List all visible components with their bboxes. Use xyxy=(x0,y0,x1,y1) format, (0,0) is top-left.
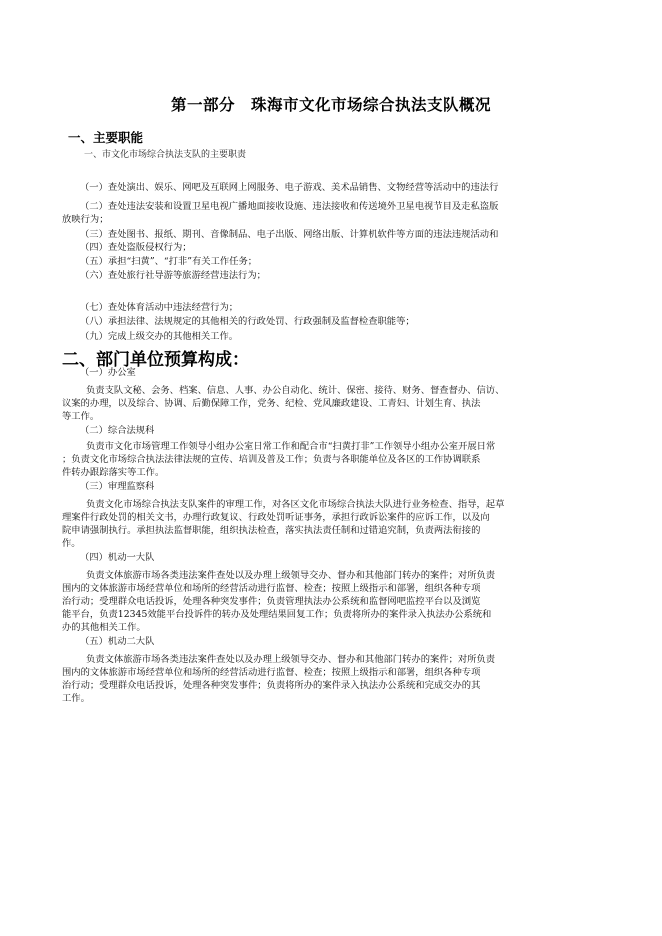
unit-desc-line: 围内的文体旅游市场经营单位和场所的经营活动进行监督、检查；按照上级指示和部署，组织各种专项 xyxy=(62,583,481,594)
unit-desc-line: 负责文化市场综合执法支队案件的审理工作，对各区文化市场综合执法大队进行业务检查、指导，起草 xyxy=(86,499,505,510)
duty-line: （七）查处体育活动中违法经营行为； xyxy=(80,302,239,313)
page-title: 第一部分 珠海市文化市场综合执法支队概况 xyxy=(170,96,491,114)
unit-desc-line: 件转办跟踪落实等工作。 xyxy=(62,467,165,478)
unit-desc-line: 负责文体旅游市场各类违法案件查处以及办理上级领导交办、督办和其他部门转办的案件；对所负责 xyxy=(86,654,496,665)
unit-desc-line: 治行动；受理群众电话投诉，处理各种突发事件；负责将所办的案件录入执法办公系统和完成交办的其 xyxy=(62,680,481,691)
duty-line: （三）查处图书、报纸、期刊、音像制品、电子出版、网络出版、计算机软件等方面的违法违规活动和 xyxy=(80,229,499,240)
unit-desc-line: 负责支队文秘、会务、档案、信息、人事、办公自动化、统计、保密、接待、财务、督查督办、信访、 xyxy=(86,385,505,396)
duty-line: （四）查处盗版侵权行为； xyxy=(80,242,192,253)
section-heading-budget-units: 二、部门单位预算构成： xyxy=(62,350,249,370)
unit-desc-line: 作。 xyxy=(62,538,81,549)
duty-line: （五）承担“扫黄”、“打非”有关工作任务； xyxy=(80,256,258,267)
unit-desc-line: 治行动；受理群众电话投诉，处理各种突发事件；负责管理执法办公系统和监督网吧监控平台以及浏览 xyxy=(62,596,481,607)
unit-desc-line: ；负责文化市场综合执法法律法规的宣传、培训及普及工作；负责与各职能单位及各区的工作协调联系 xyxy=(62,454,481,465)
unit-desc-line: 负责市文化市场管理工作领导小组办公室日常工作和配合市“扫黄打非”工作领导小组办公室开展日常 xyxy=(86,441,496,452)
unit-title-mobile-2: （五）机动二大队 xyxy=(80,636,155,647)
unit-desc-line: 围内的文体旅游市场经营单位和场所的经营活动进行监督、检查；按照上级指示和部署，组织各种专项 xyxy=(62,667,481,678)
duty-line: （六）查处旅行社导游等旅游经营违法行为； xyxy=(80,270,266,281)
duty-line: （九）完成上级交办的其他相关工作。 xyxy=(80,331,239,342)
unit-desc-line: 负责文体旅游市场各类违法案件查处以及办理上级领导交办、督办和其他部门转办的案件；对所负责 xyxy=(86,570,496,581)
duty-line: （一）查处演出、娱乐、网吧及互联网上网服务、电子游戏、美术品销售、文物经营等活动中的违法行 xyxy=(80,182,499,193)
unit-desc-line: 院申请强制执行。承担执法监督职能，组织执法检查，落实执法责任制和过错追究制，负责两法衔接的 xyxy=(62,525,481,536)
section-heading-main-functions: 一、主要职能 xyxy=(68,130,144,145)
unit-desc-line: 等工作。 xyxy=(62,411,100,422)
unit-title-mobile-1: （四）机动一大队 xyxy=(80,552,155,563)
unit-title-review: （三）审理监察科 xyxy=(80,481,155,492)
unit-title-regulations: （二）综合法规科 xyxy=(80,425,155,436)
subheading-bureau-duties: 一、市文化市场综合执法支队的主要职责 xyxy=(84,150,247,160)
unit-desc-line: 工作。 xyxy=(62,693,90,704)
duty-line: （二）查处违法安装和设置卫星电视广播地面接收设施、违法接收和传送境外卫星电视节目及走私盗版 xyxy=(80,201,499,212)
unit-title-office: （一）办公室 xyxy=(80,367,136,378)
unit-desc-line: 能平台，负责12345效能平台投诉件的转办及处理结果回复工作；负责将所办的案件录入执法办公系统和 xyxy=(62,609,492,620)
duty-line: 放映行为； xyxy=(62,214,109,225)
duty-line: （八）承担法律、法规规定的其他相关的行政处罚、行政强制及监督检查职能等； xyxy=(80,316,415,327)
unit-desc-line: 议案的办理，以及综合、协调、后勤保障工作，党务、纪检、党风廉政建设、工青妇、计划生育、执法 xyxy=(62,398,481,409)
unit-desc-line: 理案件行政处罚的相关文书，办理行政复议、行政处罚听证事务，承担行政诉讼案件的应诉工作，以及向 xyxy=(62,512,490,523)
unit-desc-line: 办的其他相关工作。 xyxy=(62,622,146,633)
